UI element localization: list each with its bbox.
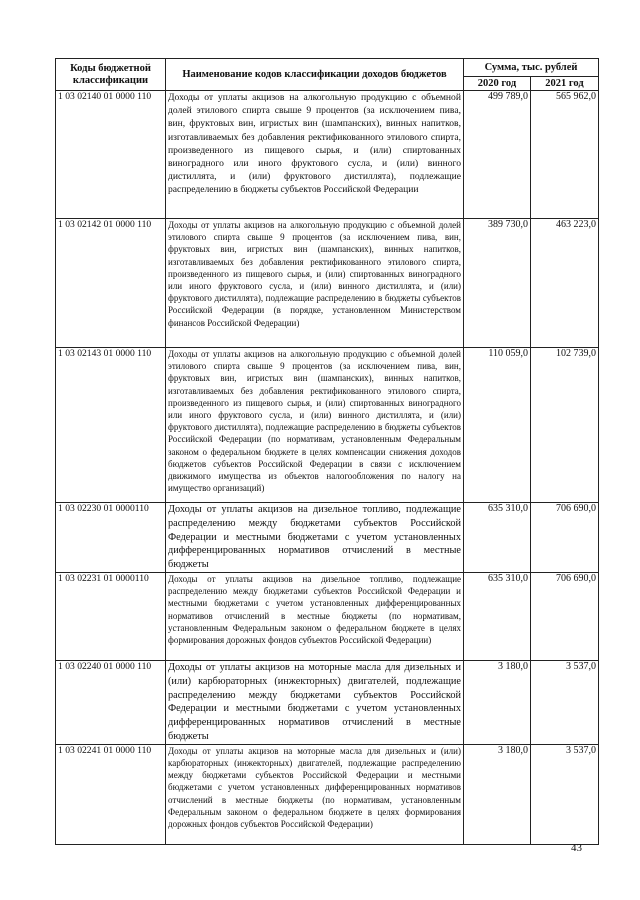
row-value-2020: 635 310,0 <box>464 572 531 660</box>
row-code: 1 03 02140 01 0000 110 <box>56 91 166 219</box>
row-code: 1 03 02240 01 0000 110 <box>56 660 166 744</box>
table-row <box>56 660 599 744</box>
row-value-2021: 102 739,0 <box>531 348 599 503</box>
row-code: 1 03 02142 01 0000 110 <box>56 219 166 348</box>
row-code: 1 03 02143 01 0000 110 <box>56 348 166 503</box>
row-name: Доходы от уплаты акцизов на дизельное топливо, подлежащие распределению между бюджетами субъектов Российской Федерации и местными бюджетами с учетом установленных дифференцированных нормативов отчислений в местные бюджеты <box>166 503 464 573</box>
row-code: 1 03 02231 01 0000110 <box>56 572 166 660</box>
table-row <box>56 572 599 660</box>
budget-revenue-table <box>55 58 599 845</box>
header-sum: Сумма, тыс. рублей <box>464 59 599 77</box>
header-year-2020: 2020 год <box>464 77 531 91</box>
header-code: Коды бюджетной классификации <box>56 59 166 91</box>
row-value-2020: 389 730,0 <box>464 219 531 348</box>
row-name: Доходы от уплаты акцизов на моторные масла для дизельных и (или) карбюраторных (инжекторных) двигателей, подлежащие распределению между бюджетами субъектов Российской Федерации и местными бюджетами с учетом установленных дифференцированных нормативов отчислений в местные бюджеты (по нормативам, установленным Федеральным законом о федеральном бюджете в целях формирования дорожных фондов субъектов Российской Федерации) <box>166 744 464 844</box>
row-name: Доходы от уплаты акцизов на дизельное топливо, подлежащие распределению между бюджетами субъектов Российской Федерации и местными бюджетами с учетом установленных дифференцированных нормативов отчислений в местные бюджеты (по нормативам, установленным Федеральным законом о федеральном бюджете в целях формирования дорожных фондов субъектов Российской Федерации) <box>166 572 464 660</box>
row-value-2021: 565 962,0 <box>531 91 599 219</box>
row-value-2021: 706 690,0 <box>531 503 599 573</box>
table-row <box>56 348 599 503</box>
row-value-2021: 463 223,0 <box>531 219 599 348</box>
row-value-2020: 110 059,0 <box>464 348 531 503</box>
header-year-2021: 2021 год <box>531 77 599 91</box>
table-row <box>56 219 599 348</box>
row-value-2021: 3 537,0 <box>531 660 599 744</box>
row-value-2021: 3 537,0 <box>531 744 599 844</box>
row-value-2020: 3 180,0 <box>464 660 531 744</box>
row-value-2020: 3 180,0 <box>464 744 531 844</box>
page-number: 43 <box>571 842 582 854</box>
row-name: Доходы от уплаты акцизов на алкогольную продукцию с объемной долей этилового спирта свыше 9 процентов (за исключением пива, вин, фруктовых вин, игристых вин (шампанских), винных напитков, изготавливаемых без добавления ректификованного этилового спирта, произведенного из пищевого сырья, и (или) спиртованных виноградного или иного фруктового сусла, и (или) винного дистиллята, и (или) фруктового дистиллята), подлежащие распределению в бюджеты субъектов Российской Федерации (в порядке, установленном Министерством финансов Российской Федерации) <box>166 219 464 348</box>
table-row <box>56 744 599 844</box>
row-name: Доходы от уплаты акцизов на моторные масла для дизельных и (или) карбюраторных (инжекторных) двигателей, подлежащие распределению между бюджетами субъектов Российской Федерации и местными бюджетами с учетом установленных дифференцированных нормативов отчислений в местные бюджеты <box>166 660 464 744</box>
row-name: Доходы от уплаты акцизов на алкогольную продукцию с объемной долей этилового спирта свыше 9 процентов (за исключением пива, вин, фруктовых вин, игристых вин (шампанских), винных напитков, изготавливаемых без добавления ректификованного этилового спирта, произведенного из пищевого сырья, и (или) спиртованных виноградного или иного фруктового сусла, и (или) винного дистиллята, и (или) фруктового дистиллята), подлежащие распределению в бюджеты субъектов Российской Федерации (по нормативам, установленным Федеральным законом о федеральном бюджете в целях компенсации снижения доходов бюджетов субъектов Российской Федерации в связи с исключением движимого имущества из объектов налогообложения по налогу на имущество организаций) <box>166 348 464 503</box>
row-value-2020: 499 789,0 <box>464 91 531 219</box>
header-name: Наименование кодов классификации доходов бюджетов <box>166 59 464 91</box>
table-row <box>56 503 599 573</box>
table-row <box>56 91 599 219</box>
row-value-2021: 706 690,0 <box>531 572 599 660</box>
row-name: Доходы от уплаты акцизов на алкогольную продукцию с объемной долей этилового спирта свыше 9 процентов (за исключением пива, вин, фруктовых вин, игристых вин (шампанских), винных напитков, изготавливаемых без добавления ректификованного этилового спирта, произведенного из пищевого сырья, и (или) спиртованных виноградного или иного фруктового сусла, и (или) винного дистиллята, и (или) фруктового дистиллята), подлежащие распределению в бюджеты субъектов Российской Федерации <box>166 91 464 219</box>
row-code: 1 03 02230 01 0000110 <box>56 503 166 573</box>
row-value-2020: 635 310,0 <box>464 503 531 573</box>
row-code: 1 03 02241 01 0000 110 <box>56 744 166 844</box>
